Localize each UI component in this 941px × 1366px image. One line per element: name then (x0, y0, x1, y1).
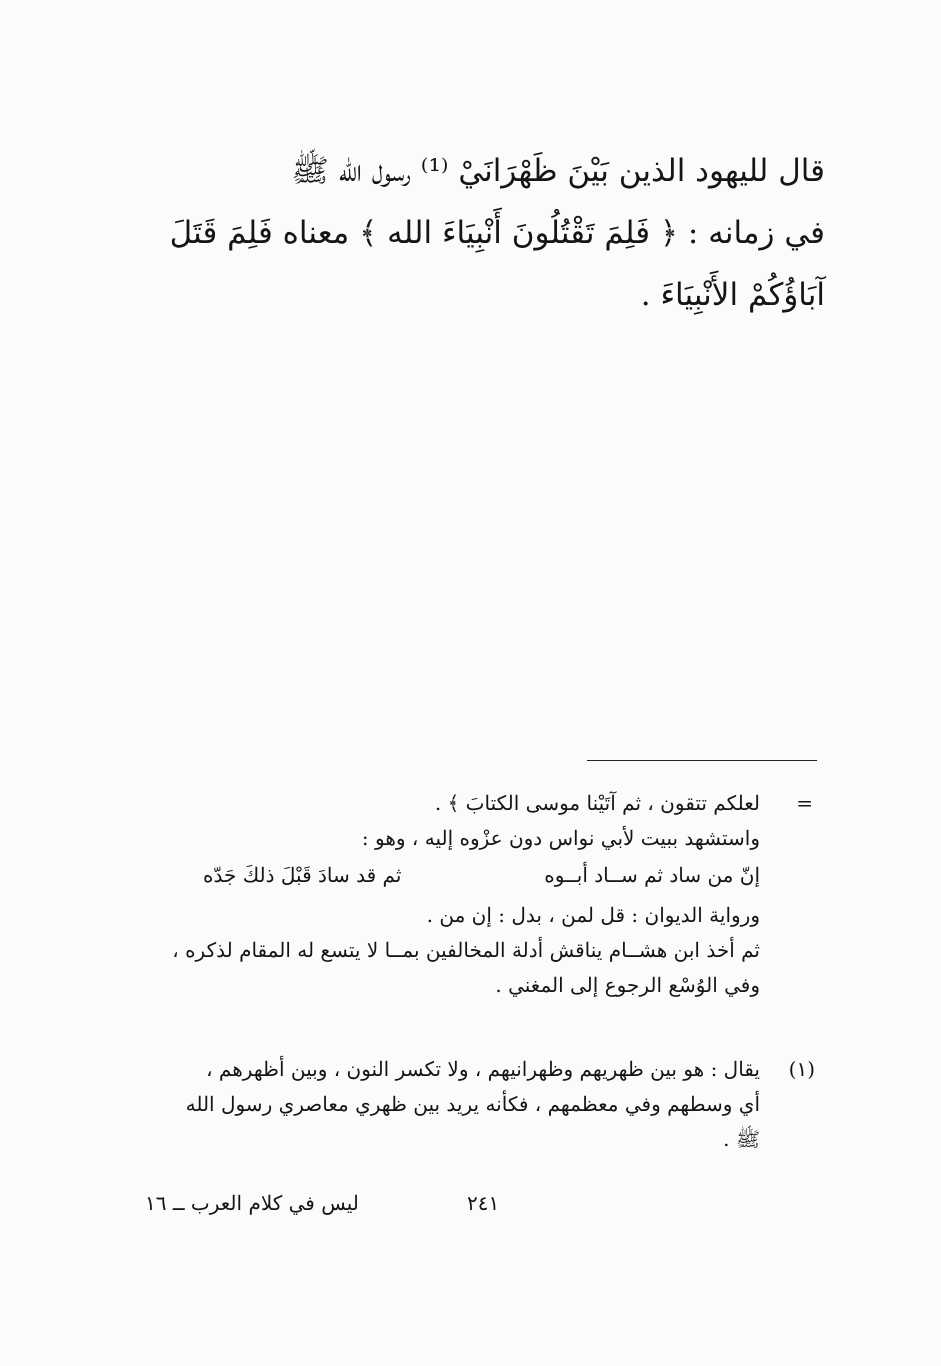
footnote-line (145, 1052, 825, 1087)
footnote-line (145, 786, 825, 821)
footnote-number: (١) (788, 1057, 815, 1081)
continuation-mark: = (796, 791, 813, 815)
verse-second-hemistich: ثم قد سادَ قَبْلَ ذلكَ جَدّه (203, 863, 402, 887)
book-signature: ليس في كلام العرب ــ ١٦ (145, 1191, 359, 1215)
poetry-verse (145, 858, 825, 898)
footnote-1 (145, 1052, 825, 1157)
footnote-line: وفي الوُسْع الرجوع إلى المغني . (495, 973, 760, 997)
footnote-text: يقال : هو بين ظهريهم وظهرانيهم ، ولا تكسر النون ، وبين أظهرهم ، (206, 1057, 760, 1081)
footnote-line: ﷺ . (723, 1127, 760, 1151)
footnote-separator (587, 760, 817, 761)
footnote-continuation (145, 786, 825, 1003)
main-text-line: في زمانه : ﴿ فَلِمَ تَقْتُلُونَ أَنْبِيَاءَ الله ﴾ معناه فَلِمَ قَتَلَ (169, 215, 825, 251)
footnote-line: ورواية الديوان : قل لمن ، بدل : إن من . (426, 903, 760, 927)
footnote-line: أي وسطهم وفي معظمهم ، فكأنه يريد بين ظهري معاصري رسول الله (185, 1092, 760, 1116)
footnote-line: واستشهد ببيت لأبي نواس دون عزْوه إليه ، وهو : (361, 826, 760, 850)
page-number: ٢٤١ (467, 1191, 500, 1215)
page-footer (145, 1188, 825, 1218)
footnote-text: لعلكم تتقون ، ثم آتَيْنا موسى الكتابَ ﴾ . (434, 791, 760, 815)
footnote-line: ثم أخذ ابن هشــام يناقش أدلة المخالفين بمــا لا يتسع له المقام لذكره ، (172, 938, 760, 962)
main-text-line: قال لليهود الذين بَيْنَ ظَهْرَانَيْ ⁽¹⁾ رسول الله ﷺ (291, 153, 825, 189)
main-text-line: آبَاؤُكُمْ الأَنْبِيَاءَ . (640, 277, 825, 313)
verse-first-hemistich: إنّ من ساد ثم ســاد أبــوه (544, 863, 760, 887)
main-text (145, 140, 825, 326)
